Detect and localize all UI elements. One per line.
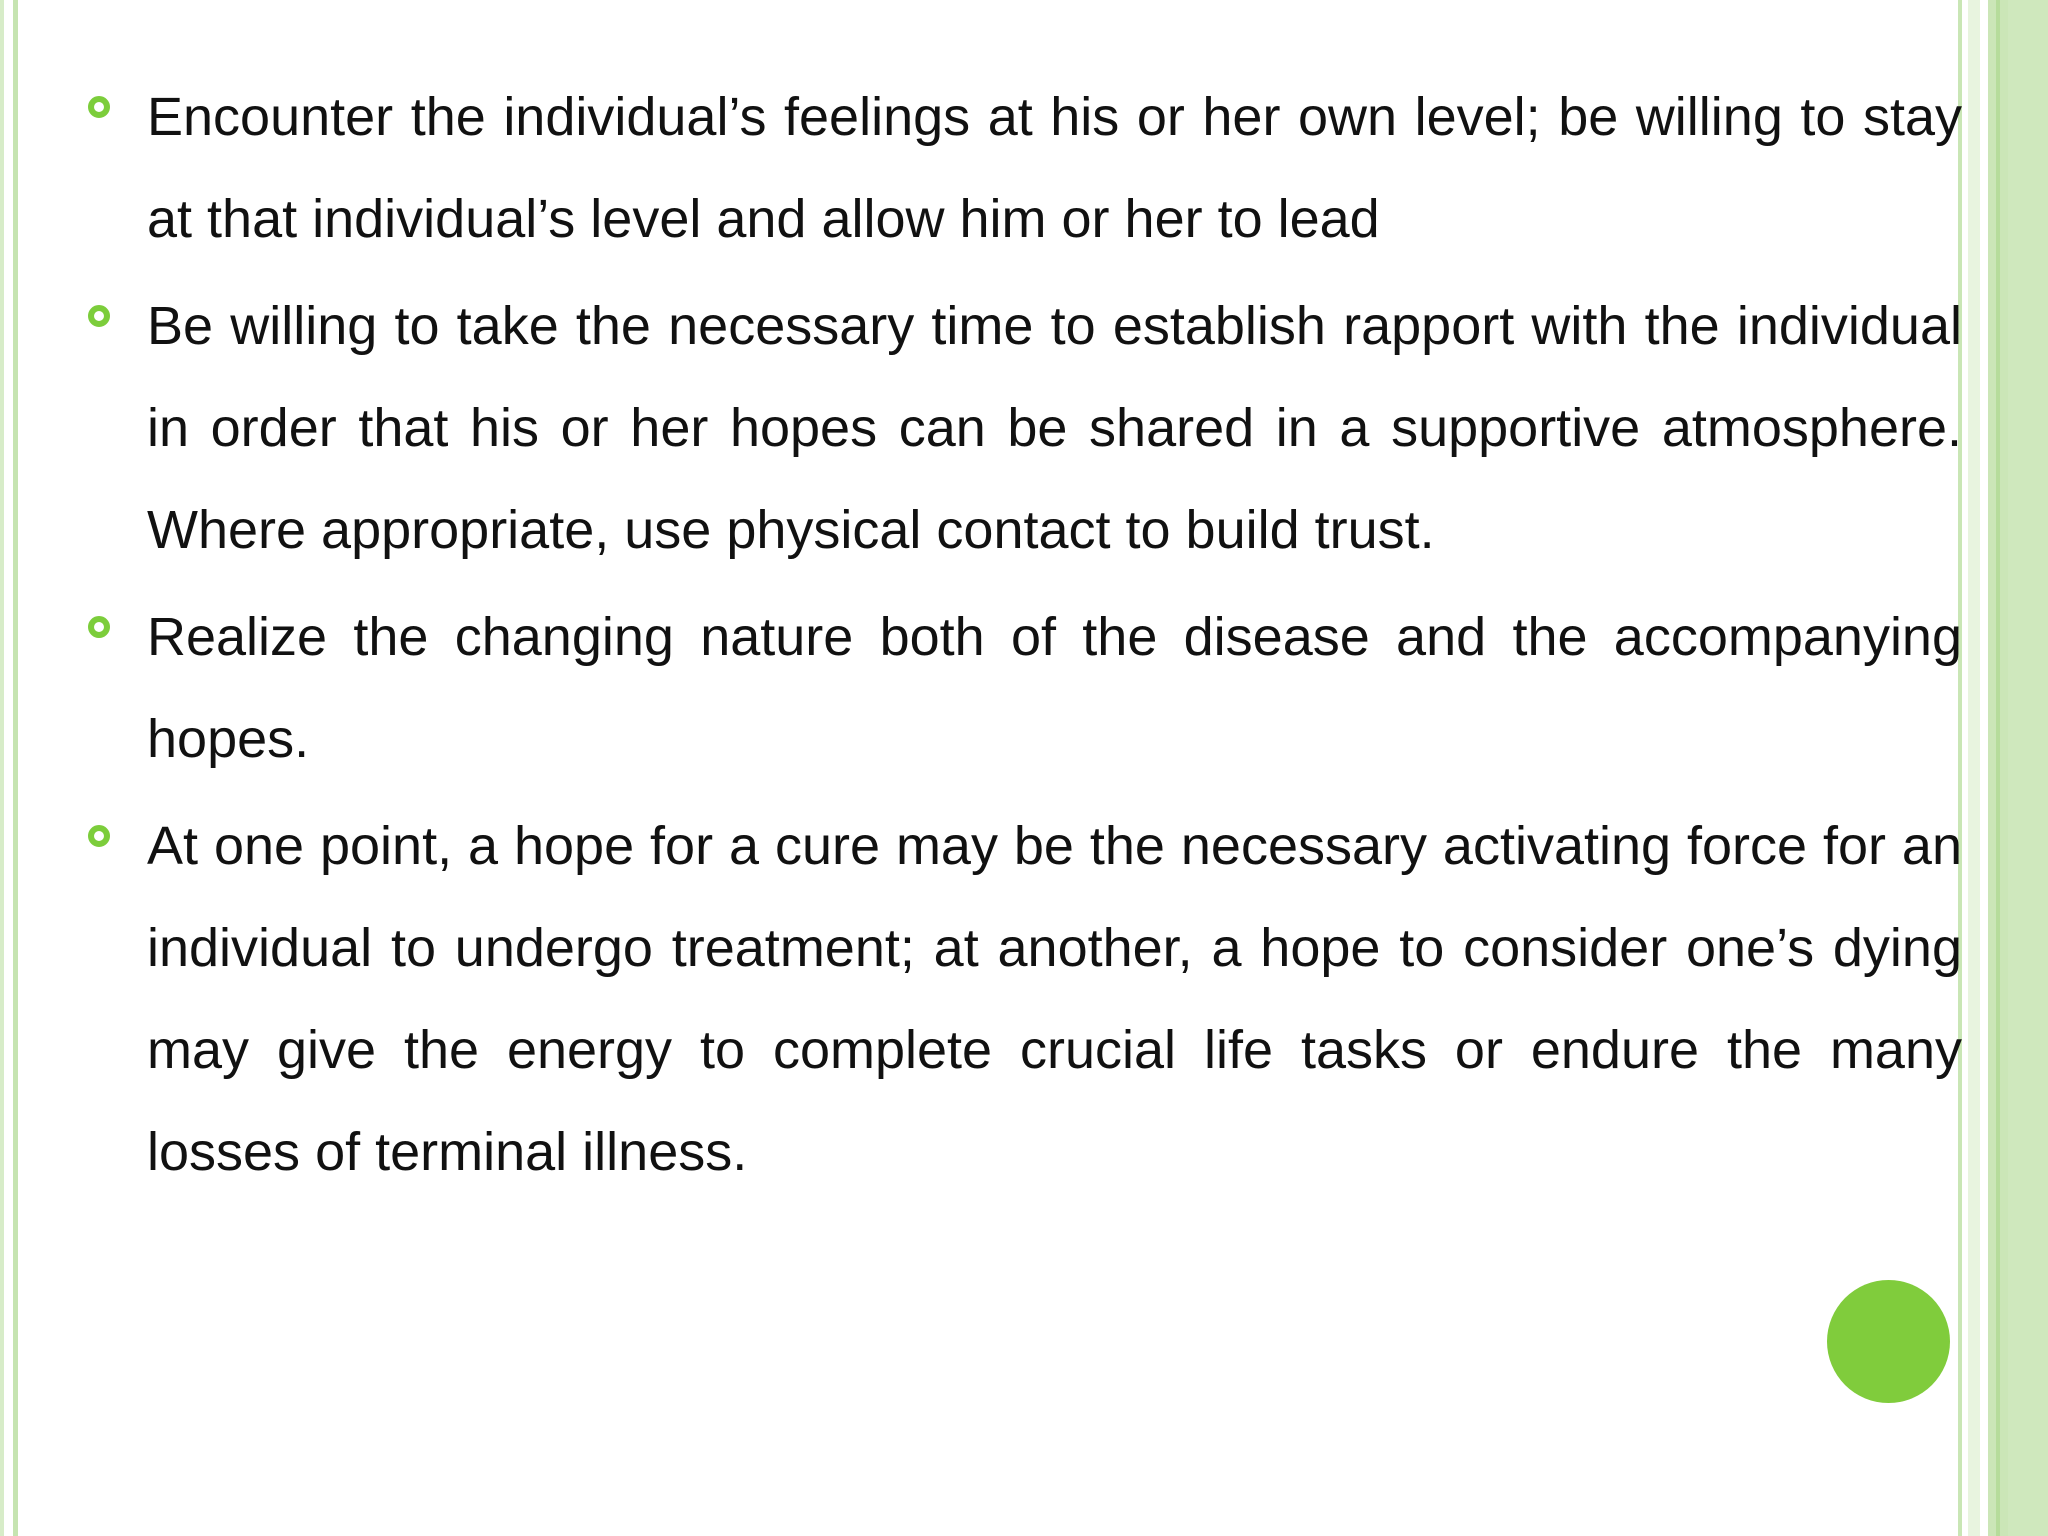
- hollow-circle-bullet-icon: [88, 96, 110, 118]
- hollow-circle-bullet-icon: [88, 616, 110, 638]
- bullet-text: Be willing to take the necessary time to establish rapport with the individual in order that his or her hopes can be shared in a supportive atmosphere. Where appropriate, use physical contact to build trust.: [147, 296, 1962, 560]
- bullet-item: [88, 795, 1962, 1203]
- bullet-text: At one point, a hope for a cure may be the necessary activating force for an individual to undergo treatment; at another, a hope to consider one’s dying may give the energy to complete crucial life tasks or endure the many losses of terminal illness.: [147, 816, 1962, 1182]
- right-stripe-8: [2008, 0, 2048, 1536]
- hollow-circle-bullet-icon: [88, 825, 110, 847]
- right-stripe-3: [1968, 0, 1980, 1536]
- green-circle-decoration-icon: [1827, 1280, 1950, 1403]
- right-stripe-7: [2000, 0, 2008, 1536]
- bullet-item: [88, 66, 1962, 270]
- right-stripe-4: [1980, 0, 1988, 1536]
- hollow-circle-bullet-icon: [88, 305, 110, 327]
- bullet-item: [88, 275, 1962, 581]
- bullet-list: [88, 78, 1962, 1220]
- left-border-line-inner: [13, 0, 18, 1536]
- bullet-text: Realize the changing nature both of the disease and the accompanying hopes.: [147, 607, 1962, 769]
- left-border-line-outer: [0, 0, 4, 1536]
- right-stripe-5: [1988, 0, 1996, 1536]
- bullet-item: [88, 586, 1962, 790]
- bullet-text: Encounter the individual’s feelings at his or her own level; be willing to stay at that individual’s level and allow him or her to lead: [147, 87, 1962, 249]
